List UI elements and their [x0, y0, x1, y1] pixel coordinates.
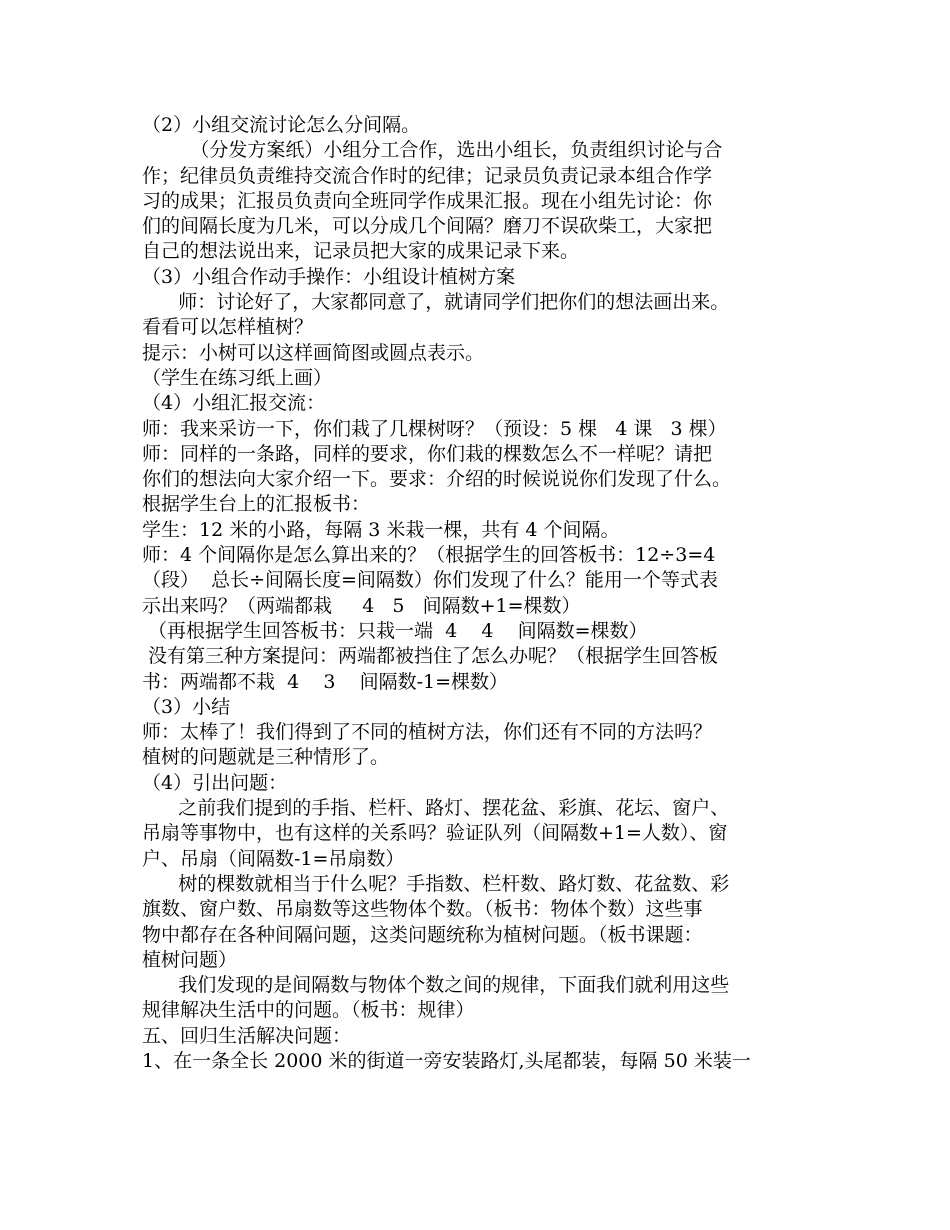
text-line: 我们发现的是间隔数与物体个数之间的规律，下面我们就利用这些: [142, 974, 730, 997]
text-line: 之前我们提到的手指、栏杆、路灯、摆花盆、彩旗、花坛、窗户、: [142, 797, 730, 820]
text-line: 学生：12 米的小路，每隔 3 米栽一棵，共有 4 个间隔。: [142, 518, 620, 541]
text-line: 1、在一条全长 2000 米的街道一旁安装路灯,头尾都装，每隔 50 米装一: [142, 1049, 751, 1072]
text-line: （分发方案纸）小组分工合作，选出小组长，负责组织讨论与合: [142, 139, 723, 162]
text-line: 师：我来采访一下，你们栽了几棵树呀？（预设：5 棵 4 课 3 棵）: [142, 417, 727, 440]
text-line: 示出来吗？（两端都栽 4 5 间隔数+1=棵数）: [142, 594, 581, 617]
text-line: （再根据学生回答板书：只栽一端 4 4 间隔数=棵数）: [142, 619, 648, 642]
text-line: 师：同样的一条路，同样的要求，你们栽的棵数怎么不一样呢？请把: [142, 442, 713, 465]
text-line: （学生在练习纸上画）: [142, 366, 333, 389]
text-line: 根据学生台上的汇报板书：: [142, 493, 371, 516]
text-line: 提示：小树可以这样画简图或圆点表示。: [142, 341, 485, 364]
text-line: （3）小组合作动手操作：小组设计植树方案: [142, 265, 516, 288]
text-line: 没有第三种方案提问：两端都被挡住了怎么办呢？（根据学生回答板: [142, 645, 719, 668]
text-line: （4）引出问题：: [142, 771, 288, 794]
text-line: 习的成果；汇报员负责向全班同学作成果汇报。现在小组先讨论：你: [142, 189, 713, 212]
text-line: 物中都存在各种间隔问题，这类问题统称为植树问题。（板书课题：: [142, 923, 703, 946]
text-line: 们的间隔长度为几米，可以分成几个间隔？磨刀不误砍柴工，大家把: [142, 215, 713, 238]
text-line: 植树问题）: [142, 948, 238, 971]
text-line: 吊扇等事物中，也有这样的关系吗？验证队列（间隔数+1=人数）、窗: [142, 822, 728, 845]
text-line: 作；纪律员负责维持交流合作时的纪律；记录员负责记录本组合作学: [142, 164, 713, 187]
text-line: 五、回归生活解决问题：: [142, 1024, 352, 1047]
text-line: （3）小结: [142, 695, 231, 718]
document-body: [142, 113, 814, 1074]
text-line: 书：两端都不栽 4 3 间隔数-1=棵数）: [142, 670, 509, 693]
text-line: （4）小组汇报交流：: [142, 392, 326, 415]
text-line: 旗数、窗户数、吊扇数等这些物体个数。（板书：物体个数）这些事: [142, 898, 703, 921]
text-line: 树的棵数就相当于什么呢？手指数、栏杆数、路灯数、花盆数、彩: [142, 872, 730, 895]
text-line: 你们的想法向大家介绍一下。要求：介绍的时候说说你们发现了什么。: [142, 468, 732, 491]
text-line: 师：4 个间隔你是怎么算出来的？（根据学生的回答板书：12÷3=4: [142, 544, 716, 567]
text-line: 规律解决生活中的问题。（板书：规律）: [142, 999, 475, 1022]
text-line: 师：太棒了！我们得到了不同的植树方法，你们还有不同的方法吗？: [142, 721, 713, 744]
text-line: 师：讨论好了，大家都同意了，就请同学们把你们的想法画出来。: [142, 291, 730, 314]
text-line: （段） 总长÷间隔长度=间隔数）你们发现了什么？能用一个等式表: [142, 569, 718, 592]
text-line: （2）小组交流讨论怎么分间隔。: [142, 114, 421, 136]
text-line: 植树的问题就是三种情形了。: [142, 746, 390, 769]
text-line: 户、吊扇（间隔数-1=吊扇数）: [142, 847, 405, 870]
text-line: 看看可以怎样植树？: [142, 316, 314, 339]
text-line: 自己的想法说出来，记录员把大家的成果记录下来。: [142, 240, 580, 263]
